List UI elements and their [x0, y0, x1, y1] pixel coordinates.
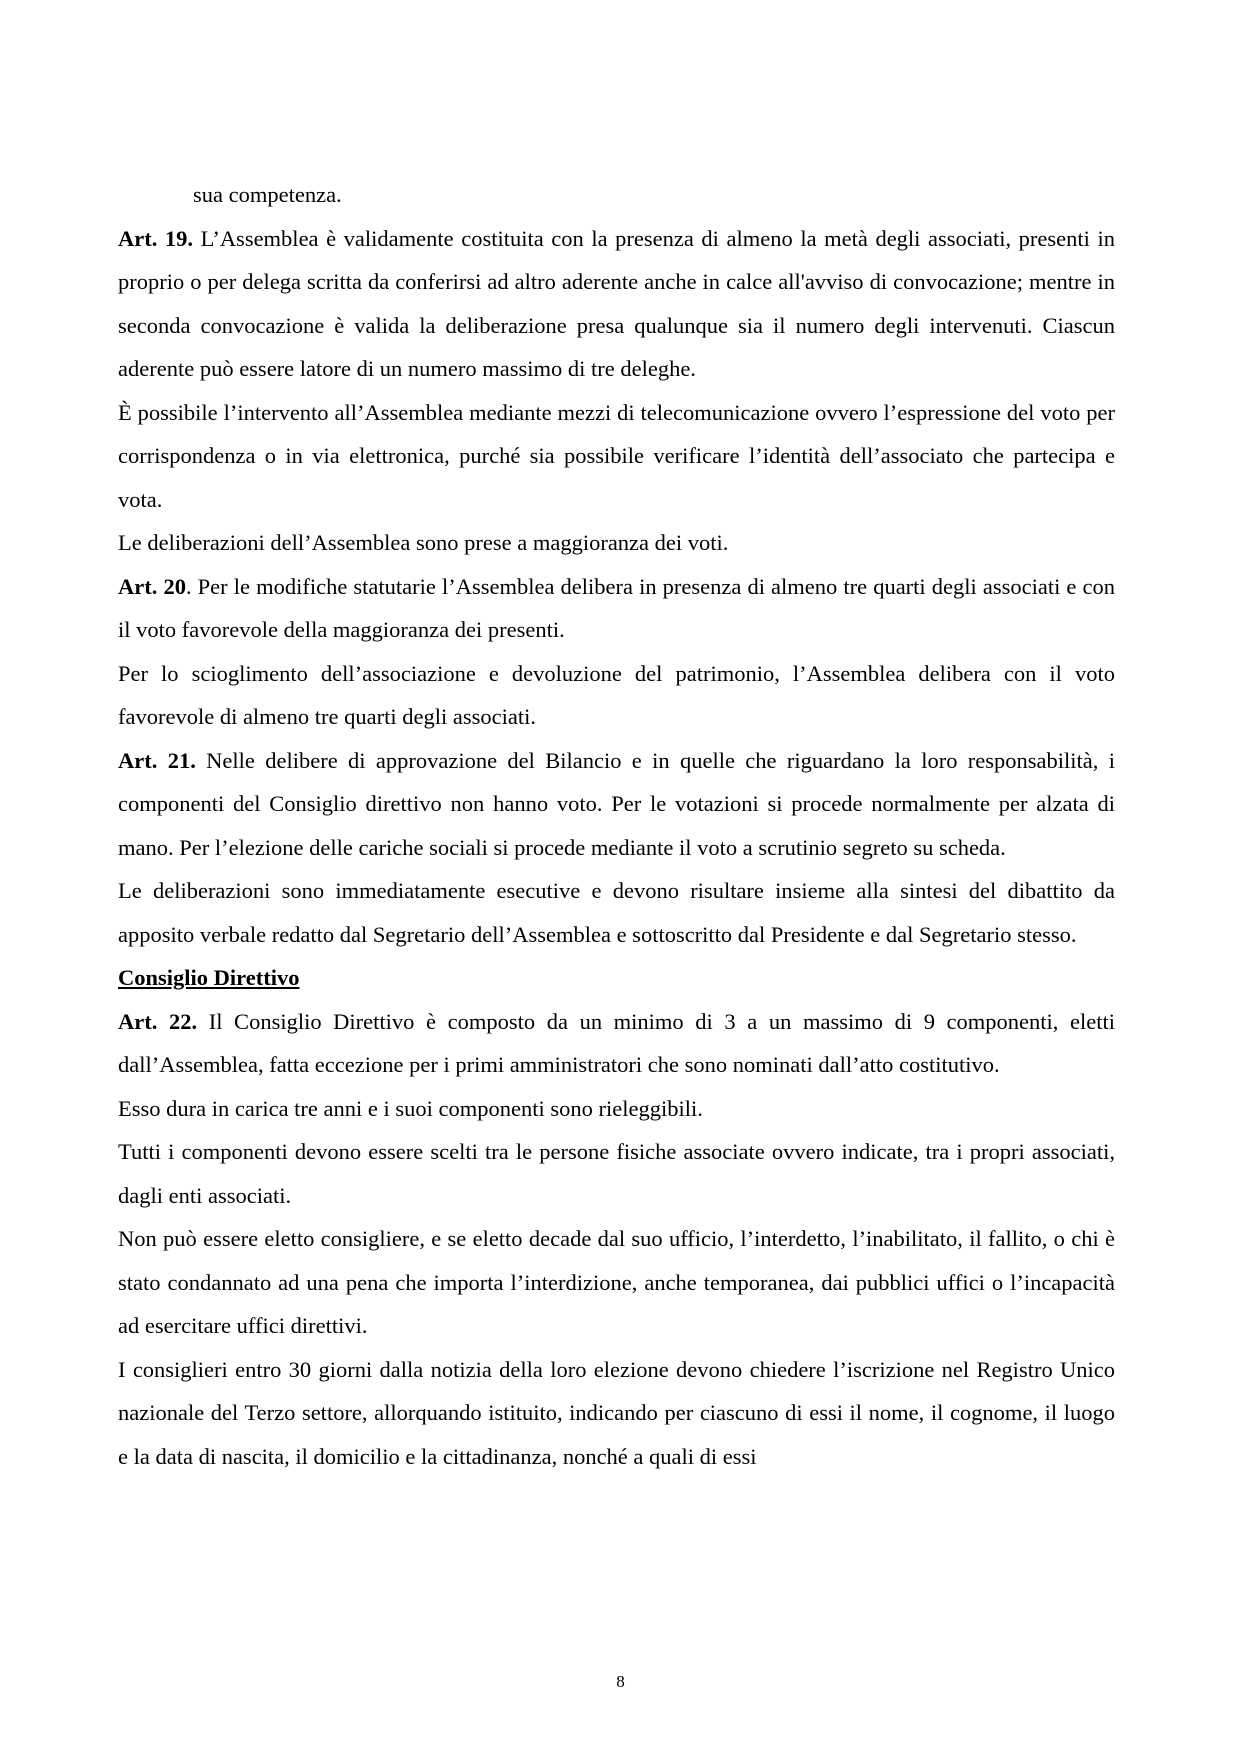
paragraph: [118, 869, 1115, 956]
paragraph: [118, 652, 1115, 739]
paragraph: [118, 1130, 1115, 1217]
paragraph-continuation: [118, 173, 1115, 217]
paragraph: [118, 1348, 1115, 1479]
paragraph: [118, 1217, 1115, 1348]
paragraph-text: I consiglieri entro 30 giorni dalla notizia della loro elezione devono chiedere l’iscrizione nel Registro Unico nazionale del Terzo settore, allorquando istituito, indicando per ciascuno di essi il nome, il cognome, il luogo e la data di nascita, il domicilio e la cittadinanza, nonché a quali di essi: [118, 1356, 1115, 1469]
paragraph-text: Non può essere eletto consigliere, e se eletto decade dal suo ufficio, l’interdetto, l’inabilitato, il fallito, o chi è stato condannato ad una pena che importa l’interdizione, anche temporanea, dai pubblici uffici o l’incapacità ad esercitare uffici direttivi.: [118, 1226, 1115, 1338]
article-label: Art. 19.: [118, 225, 194, 251]
paragraph: [118, 391, 1115, 522]
article-21-paragraph: [118, 739, 1115, 870]
paragraph-text: . Per le modifiche statutarie l’Assemblea delibera in presenza di almeno tre quarti degli associati e con il voto favorevole della maggioranza dei presenti.: [118, 573, 1115, 642]
article-label: Art. 22.: [118, 1008, 198, 1034]
paragraph-text: È possibile l’intervento all’Assemblea mediante mezzi di telecomunicazione ovvero l’espressione del voto per corrispondenza o in via elettronica, purché sia possibile verificare l’identità dell’associato che partecipa e vota.: [118, 399, 1115, 512]
article-20-paragraph: [118, 565, 1115, 652]
section-heading: Consiglio Direttivo: [118, 965, 300, 990]
paragraph-text: sua competenza.: [193, 182, 342, 207]
document-body: [118, 173, 1115, 1478]
paragraph: [118, 521, 1115, 565]
page-number: 8: [616, 1672, 625, 1691]
paragraph-text: Per lo scioglimento dell’associazione e devoluzione del patrimonio, l’Assemblea delibera con il voto favorevole di almeno tre quarti degli associati.: [118, 660, 1115, 729]
paragraph-text: L’Assemblea è validamente costituita con la presenza di almeno la metà degli associati, presenti in proprio o per delega scritta da conferirsi ad altro aderente anche in calce all'avviso di convocazione; mentre in seconda convocazione è valida la deliberazione presa qualunque sia il numero degli intervenuti. Ciascun aderente può essere latore di un numero massimo di tre deleghe.: [118, 225, 1115, 381]
paragraph-text: Tutti i componenti devono essere scelti tra le persone fisiche associate ovvero indicate, tra i propri associati, dagli enti associati.: [118, 1139, 1115, 1208]
article-label: Art. 20: [118, 573, 186, 599]
paragraph-text: Le deliberazioni sono immediatamente esecutive e devono risultare insieme alla sintesi del dibattito da apposito verbale redatto dal Segretario dell’Assemblea e sottoscritto dal Presidente e dal Segretario stesso.: [118, 878, 1115, 947]
paragraph-text: Le deliberazioni dell’Assemblea sono prese a maggioranza dei voti.: [118, 530, 729, 555]
paragraph-text: Esso dura in carica tre anni e i suoi componenti sono rieleggibili.: [118, 1095, 703, 1121]
paragraph-text: Nelle delibere di approvazione del Bilancio e in quelle che riguardano la loro responsabilità, i componenti del Consiglio direttivo non hanno voto. Per le votazioni si procede normalmente per alzata di mano. Per l’elezione delle cariche sociali si procede mediante il voto a scrutinio segreto su scheda.: [118, 747, 1115, 860]
article-22-paragraph: [118, 1000, 1115, 1087]
paragraph-text: Il Consiglio Direttivo è composto da un minimo di 3 a un massimo di 9 componenti, eletti dall’Assemblea, fatta eccezione per i primi amministratori che sono nominati dall’atto costitutivo.: [118, 1008, 1115, 1077]
paragraph: [118, 1087, 1115, 1131]
article-label: Art. 21.: [118, 747, 196, 773]
article-19-paragraph: [118, 217, 1115, 391]
